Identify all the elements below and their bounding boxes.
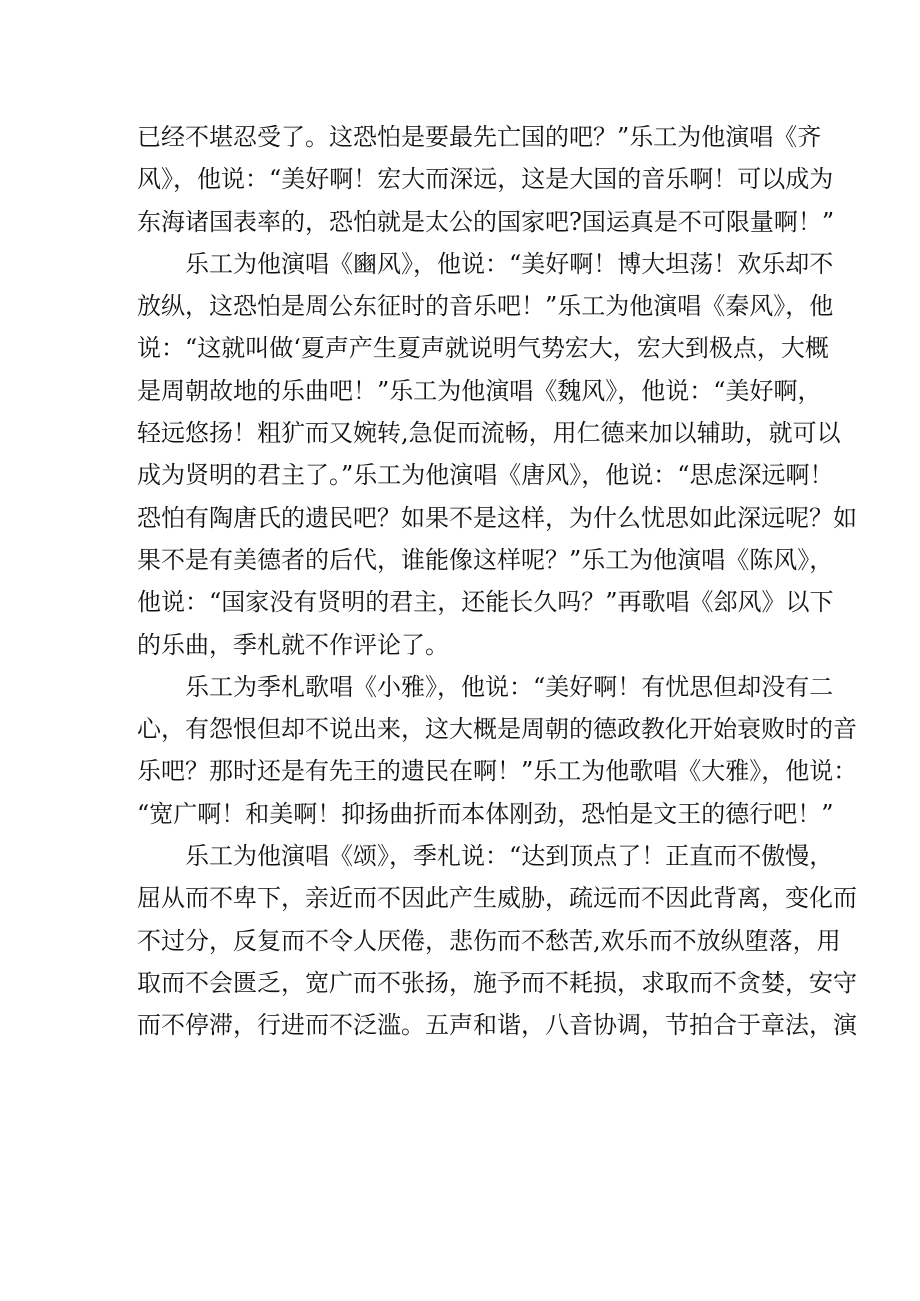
- text-line: 取而不会匮乏，宽广而不张扬，施予而不耗损，求取而不贪婪，安守: [137, 968, 857, 997]
- paragraph-first-line: 乐工为他演唱《豳风》，他说：“美好啊！博大坦荡！欢乐却不: [185, 249, 834, 278]
- text-line: 他说：“国家没有贤明的君主，还能长久吗？”再歌唱《郐风》以下: [137, 588, 834, 617]
- text-line: 的乐曲，季札就不作评论了。: [137, 630, 449, 659]
- text-line: 说：“这就叫做‘夏声产生夏声就说明气势宏大，宏大到极点，大概: [137, 334, 829, 363]
- text-line: 乐吧？那时还是有先王的遗民在啊！”乐工为他歌唱《大雅》，他说：: [137, 757, 858, 786]
- text-line: 放纵，这恐怕是周公东征时的音乐吧！”乐工为他演唱《秦风》，他: [137, 292, 834, 321]
- paragraph-first-line: 乐工为他演唱《颂》，季札说：“达到顶点了！正直而不傲慢，: [185, 842, 834, 871]
- body-text: [137, 116, 858, 1047]
- text-line: 不过分，反复而不令人厌倦，悲伤而不愁苦,欢乐而不放纵堕落，用: [137, 926, 841, 955]
- paragraph-first-line: 乐工为季札歌唱《小雅》，他说：“美好啊！有忧思但却没有二: [185, 672, 834, 701]
- text-line: 轻远悠扬！粗犷而又婉转,急促而流畅，用仁德来加以辅助，就可以: [137, 419, 841, 448]
- text-line: 风》，他说：“美好啊！宏大而深远，这是大国的音乐啊！可以成为: [137, 165, 834, 194]
- text-line: 是周朝故地的乐曲吧！”乐工为他演唱《魏风》，他说：“美好啊，: [137, 376, 822, 405]
- text-line: 屈从而不卑下，亲近而不因此产生威胁，疏远而不因此背离，变化而: [137, 884, 857, 913]
- text-line: 而不停滞，行进而不泛滥。五声和谐，八音协调，节拍合于章法，演: [137, 1011, 857, 1040]
- text-line: 恐怕有陶唐氏的遗民吧？如果不是这样，为什么忧思如此深远呢？如: [137, 503, 857, 532]
- text-line: 已经不堪忍受了。这恐怕是要最先亡国的吧？”乐工为他演唱《齐: [137, 123, 822, 151]
- text-line: 东海诸国表率的，恐怕就是太公的国家吧?国运真是不可限量啊！”: [137, 207, 835, 236]
- text-line: 果不是有美德者的后代，谁能像这样呢？”乐工为他演唱《陈风》，: [137, 545, 834, 574]
- text-line: 心，有怨恨但却不说出来，这大概是周朝的德政教化开始衰败时的音: [137, 715, 857, 744]
- text-line: 成为贤明的君主了。”乐工为他演唱《唐风》，他说：“思虑深远啊！: [137, 461, 834, 490]
- text-line: “宽广啊！和美啊！抑扬曲折而本体刚劲，恐怕是文王的德行吧！”: [137, 799, 834, 828]
